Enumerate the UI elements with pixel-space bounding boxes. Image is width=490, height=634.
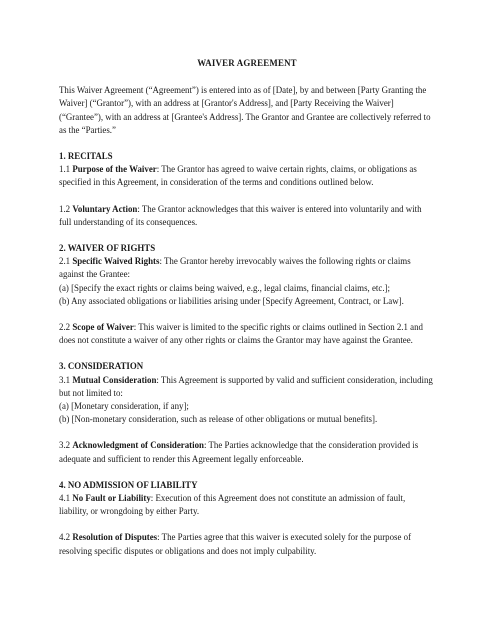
clause-body: : The Grantor acknowledges that this waiver is entered into voluntarily and with full understanding of its consequences. bbox=[59, 203, 422, 227]
clause-2-2 bbox=[59, 321, 435, 347]
clause-text bbox=[59, 492, 435, 518]
clause-text bbox=[59, 255, 435, 281]
clause-number: 2.2 bbox=[59, 322, 73, 333]
clause-number: 3.2 bbox=[59, 440, 73, 451]
section-heading: 1. RECITALS bbox=[59, 151, 113, 162]
clause-number: 2.1 bbox=[59, 256, 73, 267]
clause-term: Scope of Waiver bbox=[72, 322, 134, 333]
clause-3-1 bbox=[59, 360, 435, 426]
clause-body: : This Agreement is supported by valid and sufficient consideration, including but not limited to: bbox=[59, 374, 433, 398]
clause-number: 4.1 bbox=[59, 493, 73, 504]
clause-term: Acknowledgment of Consideration bbox=[72, 440, 204, 451]
clause-number: 1.1 bbox=[59, 164, 73, 175]
clause-term: Specific Waived Rights bbox=[72, 256, 160, 267]
clause-list-item: (b) Any associated obligations or liabilities arising under [Specify Agreement, Contract, or Law]. bbox=[59, 295, 404, 306]
clause-body: : Execution of this Agreement does not constitute an admission of fault, liability, or wrongdoing by either Party. bbox=[59, 493, 406, 517]
clause-list-item: (b) [Non-monetary consideration, such as release of other obligations or mutual benefits]. bbox=[59, 414, 378, 425]
clause-1-2 bbox=[59, 203, 435, 229]
document-body bbox=[59, 57, 435, 571]
clause-4-1 bbox=[59, 479, 435, 519]
clause-term: Purpose of the Waiver bbox=[72, 164, 157, 175]
clause-text bbox=[59, 163, 435, 189]
clause-term: No Fault or Liability bbox=[72, 493, 151, 504]
clause-text bbox=[59, 439, 435, 465]
section-heading: 3. CONSIDERATION bbox=[59, 361, 144, 372]
clause-number: 3.1 bbox=[59, 374, 73, 385]
clause-body: : The Grantor has agreed to waive certain rights, claims, or obligations as specified in this Agreement, in consideration of the terms and conditions outlined below. bbox=[59, 164, 417, 188]
clause-term: Mutual Consideration bbox=[72, 374, 157, 385]
section-heading: 4. NO ADMISSION OF LIABILITY bbox=[59, 479, 198, 490]
clause-1-1 bbox=[59, 150, 435, 190]
clause-body: : The Grantor hereby irrevocably waives the following rights or claims against the Grantee: bbox=[59, 256, 411, 280]
clause-body: : This waiver is limited to the specific rights or claims outlined in Section 2.1 and does not constitute a waiver of any other rights or claims the Grantor may have against the Grantee. bbox=[59, 322, 423, 346]
clause-term: Resolution of Disputes bbox=[72, 532, 158, 543]
clause-text bbox=[59, 321, 435, 347]
clause-text bbox=[59, 531, 435, 557]
clause-text bbox=[59, 374, 435, 400]
clause-list-item: (a) [Specify the exact rights or claims being waived, e.g., legal claims, financial claims, etc.]; bbox=[59, 282, 390, 293]
clause-body: : The Parties agree that this waiver is executed solely for the purpose of resolving specific disputes or obligations and does not imply culpability. bbox=[59, 532, 412, 556]
clause-number: 1.2 bbox=[59, 203, 73, 214]
clause-list-item: (a) [Monetary consideration, if any]; bbox=[59, 401, 189, 412]
section-heading: 2. WAIVER OF RIGHTS bbox=[59, 243, 156, 254]
sections-container bbox=[59, 150, 435, 558]
clause-2-1 bbox=[59, 242, 435, 308]
clause-3-2 bbox=[59, 439, 435, 465]
clause-number: 4.2 bbox=[59, 532, 73, 543]
clause-term: Voluntary Action bbox=[72, 203, 138, 214]
clause-text bbox=[59, 203, 435, 229]
intro-paragraph: This Waiver Agreement (“Agreement”) is entered into as of [Date], by and between [Party Granting the Waiver] (“Grantor”), with an address at [Grantor's Address], and [Party Receiving the Waiver] (“Grantee”), with an address at [Grantee's Address]. The Grantor and Grantee are collectively referred to as the “Parties.” bbox=[59, 85, 431, 135]
document-title: WAIVER AGREEMENT bbox=[197, 58, 297, 68]
clause-4-2 bbox=[59, 531, 435, 557]
clause-body: : The Parties acknowledge that the consideration provided is adequate and sufficient to render this Agreement legally enforceable. bbox=[59, 440, 419, 464]
